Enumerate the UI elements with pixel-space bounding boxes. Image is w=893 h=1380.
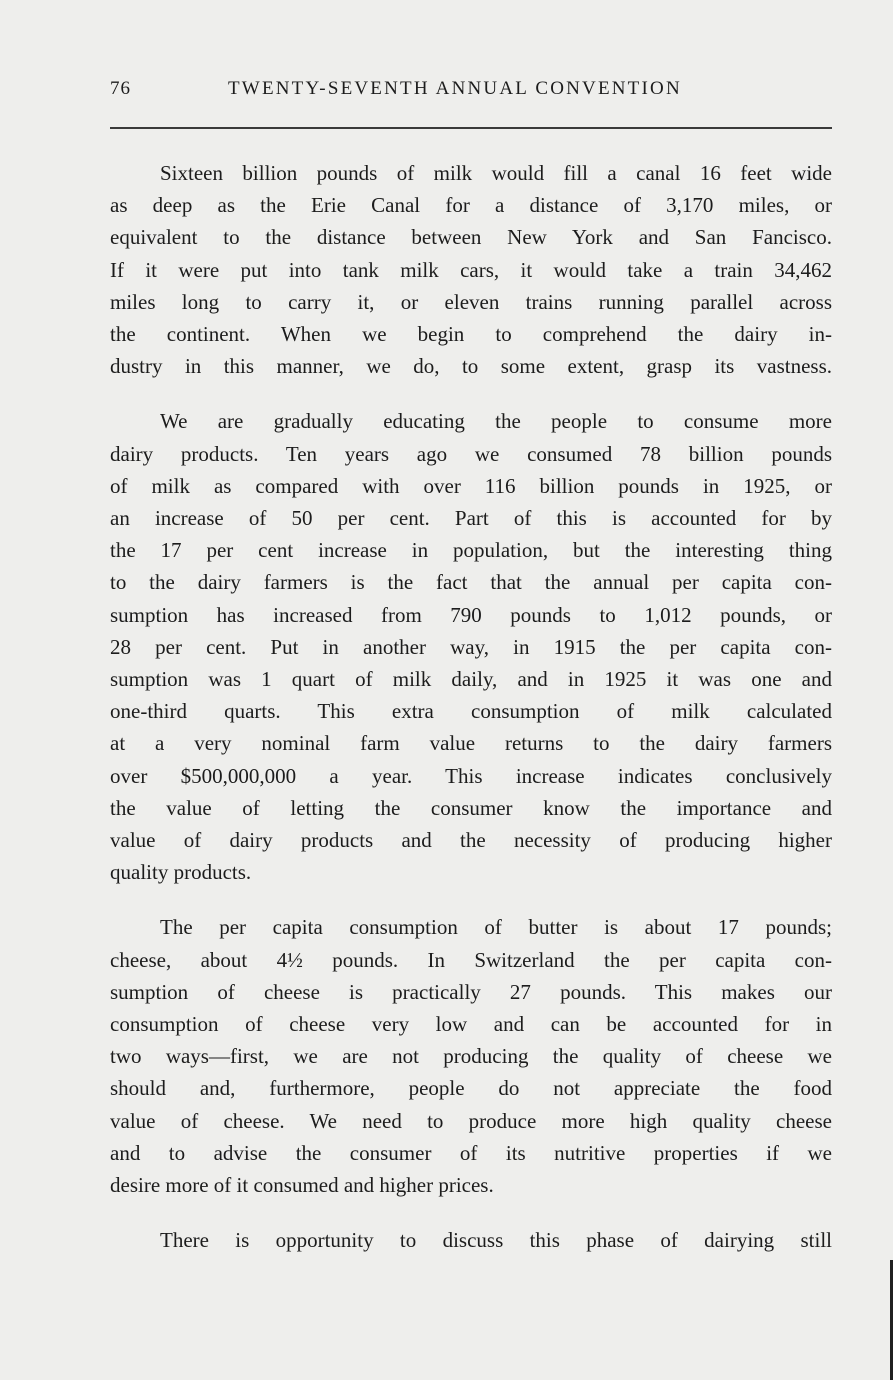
text-line: as deep as the Erie Canal for a distance of 3,170 miles, or: [110, 193, 832, 218]
text-line: at a very nominal farm value returns to the dairy farmers: [110, 731, 832, 756]
text-line: 28 per cent. Put in another way, in 1915 the per capita con-: [110, 634, 832, 659]
text-line: miles long to carry it, or eleven trains running parallel across: [110, 289, 832, 314]
text-line: consumption of cheese very low and can be accounted for in: [110, 1012, 832, 1037]
header-rule: [110, 127, 832, 129]
paragraph-3: [110, 911, 832, 1201]
text-line: value of cheese. We need to produce more high quality cheese: [110, 1108, 832, 1133]
text-line: dairy products. Ten years ago we consumed 78 billion pounds: [110, 441, 832, 466]
text-line: cheese, about 4½ pounds. In Switzerland the per capita con-: [110, 947, 832, 972]
text-line: one-third quarts. This extra consumption of milk calculated: [110, 699, 832, 724]
paragraph-2: [110, 405, 832, 888]
text-line: quality products.: [110, 860, 252, 885]
text-line: There is opportunity to discuss this phase of dairying still: [160, 1228, 832, 1253]
text-line: sumption has increased from 790 pounds to 1,012 pounds, or: [110, 602, 832, 627]
text-line: equivalent to the distance between New York and San Fancisco.: [110, 225, 832, 250]
text-line: sumption was 1 quart of milk daily, and in 1925 it was one and: [110, 667, 832, 692]
text-line: the continent. When we begin to comprehend the dairy in-: [110, 322, 832, 347]
text-line: of milk as compared with over 116 billion pounds in 1925, or: [110, 473, 832, 498]
text-line: over $500,000,000 a year. This increase indicates conclusively: [110, 763, 832, 788]
page-header: [110, 78, 830, 104]
text-line: should and, furthermore, people do not appreciate the food: [110, 1076, 832, 1101]
text-line: The per capita consumption of butter is about 17 pounds;: [160, 915, 832, 940]
text-line: dustry in this manner, we do, to some extent, grasp its vastness.: [110, 354, 832, 379]
text-line: an increase of 50 per cent. Part of this is accounted for by: [110, 506, 832, 531]
text-line: If it were put into tank milk cars, it would take a train 34,462: [110, 257, 832, 282]
text-line: and to advise the consumer of its nutritive properties if we: [110, 1140, 832, 1165]
paragraph-4: [110, 1224, 832, 1256]
page-number: 76: [110, 78, 131, 99]
text-line: We are gradually educating the people to consume more: [160, 409, 832, 434]
paragraph-1: [110, 157, 832, 382]
text-line: the value of letting the consumer know the importance and: [110, 795, 832, 820]
text-line: Sixteen billion pounds of milk would fill a canal 16 feet wide: [160, 161, 832, 185]
body-text: [110, 157, 832, 1280]
text-line: to the dairy farmers is the fact that the annual per capita con-: [110, 570, 832, 595]
text-line: sumption of cheese is practically 27 pounds. This makes our: [110, 979, 832, 1004]
text-line: desire more of it consumed and higher prices.: [110, 1173, 494, 1198]
text-line: two ways—first, we are not producing the quality of cheese we: [110, 1044, 832, 1069]
text-line: value of dairy products and the necessity of producing higher: [110, 828, 832, 853]
running-head: TWENTY-SEVENTH ANNUAL CONVENTION: [228, 78, 682, 99]
text-line: the 17 per cent increase in population, but the interesting thing: [110, 538, 832, 563]
